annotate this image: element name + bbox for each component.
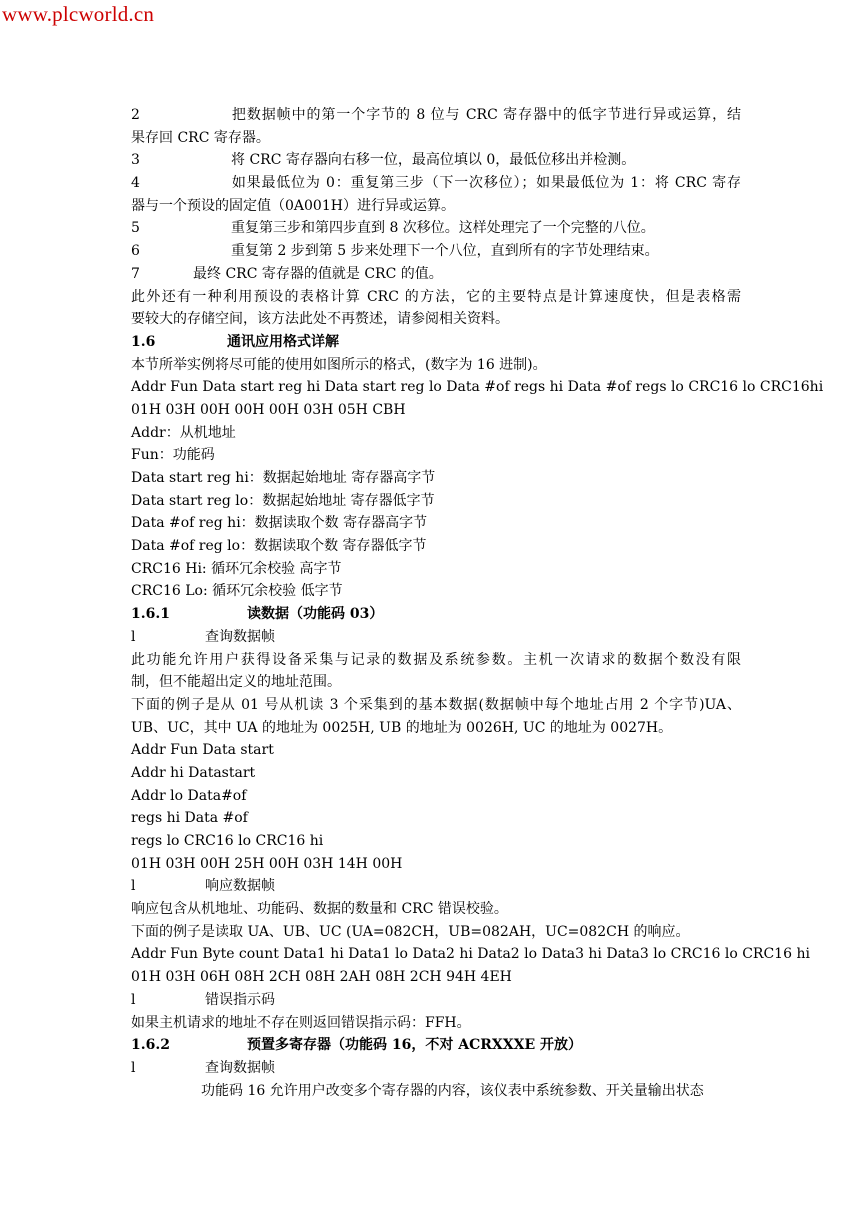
bullet-label: 错误指示码 (205, 991, 275, 1008)
step-number: 6 (131, 243, 140, 260)
section-title: 通讯应用格式详解 (227, 333, 339, 350)
frame-field-line: Addr hi Datastart (131, 764, 256, 781)
bullet-marker: l (131, 1059, 136, 1076)
frame-field-line: Addr lo Data#of (131, 787, 247, 804)
field-definition: Data start reg lo：数据起始地址 寄存器低字节 (131, 492, 435, 509)
field-definition: Data #of reg lo：数据读取个数 寄存器低字节 (131, 538, 427, 555)
step-3 (131, 149, 741, 172)
paragraph-line: 此外还有一种利用预设的表格计算 CRC 的方法，它的主要特点是计算速度快，但是表格需 (131, 288, 741, 305)
paragraph-line: 下面的例子是从 01 号从机读 3 个采集到的基本数据(数据帧中每个地址占用 2 个字节)UA、 (131, 696, 741, 713)
section-heading-1-6-2 (131, 1034, 741, 1057)
step-text: 重复第 2 步到第 5 步来处理下一个八位，直到所有的字节处理结束。 (231, 243, 659, 260)
field-definition: Fun：功能码 (131, 447, 215, 464)
bullet-label: 查询数据帧 (205, 1059, 275, 1076)
paragraph-line: 下面的例子是读取 UA、UB、UC (UA=082CH，UB=082AH，UC=082CH 的响应。 (131, 923, 690, 940)
step-number: 3 (131, 152, 140, 169)
section-heading-1-6-1 (131, 603, 741, 626)
field-definition: CRC16 Lo: 循环冗余校验 低字节 (131, 583, 343, 600)
section-title: 读数据（功能码 03） (247, 606, 384, 623)
field-definition: Data #of reg hi：数据读取个数 寄存器高字节 (131, 515, 428, 532)
frame-example: 01H 03H 06H 08H 2CH 08H 2AH 08H 2CH 94H 4EH (131, 969, 512, 986)
step-number: 4 (131, 175, 140, 192)
section-number: 1.6.1 (131, 606, 170, 623)
site-watermark: www.plcworld.cn (2, 2, 155, 26)
paragraph-line: 如果主机请求的地址不存在则返回错误指示码：FFH。 (131, 1014, 471, 1031)
bullet-marker: l (131, 991, 136, 1008)
step-6 (131, 240, 741, 263)
frame-field-line: regs hi Data #of (131, 810, 248, 827)
step-number: 5 (131, 220, 140, 237)
step-text: 重复第三步和第四步直到 8 次移位。这样处理完了一个完整的八位。 (231, 220, 655, 237)
section-heading-1-6 (131, 331, 741, 354)
document-body (131, 104, 824, 1102)
bullet-query-frame (131, 1057, 741, 1080)
field-definition: CRC16 Hi: 循环冗余校验 高字节 (131, 560, 342, 577)
step-4 (131, 172, 741, 195)
bullet-marker: l (131, 628, 136, 645)
step-number: 2 (131, 107, 140, 123)
field-definition: Data start reg hi：数据起始地址 寄存器高字节 (131, 470, 436, 486)
field-definition: Addr：从机地址 (131, 424, 236, 441)
section-title: 预置多寄存器（功能码 16，不对 ACRXXXE 开放） (247, 1037, 583, 1054)
paragraph-line: 响应包含从机地址、功能码、数据的数量和 CRC 错误校验。 (131, 901, 508, 918)
step-2 (131, 104, 741, 127)
step-text: 将 CRC 寄存器向右移一位，最高位填以 0，最低位移出并检测。 (231, 152, 636, 169)
step-5 (131, 217, 741, 240)
frame-example: 01H 03H 00H 25H 00H 03H 14H 00H (131, 855, 403, 872)
paragraph-line: 要较大的存储空间，该方法此处不再赘述，请参阅相关资料。 (131, 311, 509, 328)
step-text: 把数据帧中的第一个字节的 8 位与 CRC 寄存器中的低字节进行异或运算，结 (231, 107, 741, 123)
frame-field-line: Addr Fun Data start (131, 742, 274, 759)
paragraph-line: 制，但不能超出定义的地址范围。 (131, 674, 341, 691)
paragraph-line: 此功能允许用户获得设备采集与记录的数据及系统参数。主机一次请求的数据个数没有限 (131, 651, 741, 668)
bullet-label: 响应数据帧 (205, 878, 275, 895)
frame-format-header: Addr Fun Byte count Data1 hi Data1 lo Data2 hi Data2 lo Data3 hi Data3 lo CRC16 lo CRC16 hi (131, 946, 810, 963)
step-7 (131, 263, 741, 286)
step-4-continued: 器与一个预设的固定值（0A001H）进行异或运算。 (131, 197, 455, 214)
frame-format-example: 01H 03H 00H 00H 00H 03H 05H CBH (131, 401, 406, 418)
paragraph-line: 本节所举实例将尽可能的使用如图所示的格式，(数字为 16 进制)。 (131, 356, 547, 373)
step-number: 7 (131, 265, 140, 282)
paragraph-line: UB、UC，其中 UA 的地址为 0025H, UB 的地址为 0026H, UC 的地址为 0027H。 (131, 719, 673, 736)
step-text: 如果最低位为 0：重复第三步（下一次移位）；如果最低位为 1：将 CRC 寄存 (231, 175, 741, 192)
frame-format-header: Addr Fun Data start reg hi Data start reg lo Data #of regs hi Data #of regs lo CRC16 lo CRC16hi (131, 379, 824, 396)
bullet-query-frame (131, 626, 741, 649)
bullet-error-code (131, 989, 741, 1012)
bullet-response-frame (131, 875, 741, 898)
paragraph-line: 功能码 16 允许用户改变多个寄存器的内容，该仪表中系统参数、开关量输出状态 (201, 1082, 704, 1099)
step-text: 最终 CRC 寄存器的值就是 CRC 的值。 (193, 265, 443, 282)
section-number: 1.6 (131, 333, 156, 350)
bullet-label: 查询数据帧 (205, 628, 275, 645)
step-2-continued: 果存回 CRC 寄存器。 (131, 129, 270, 146)
section-number: 1.6.2 (131, 1037, 170, 1054)
frame-field-line: regs lo CRC16 lo CRC16 hi (131, 833, 324, 849)
bullet-marker: l (131, 878, 136, 895)
